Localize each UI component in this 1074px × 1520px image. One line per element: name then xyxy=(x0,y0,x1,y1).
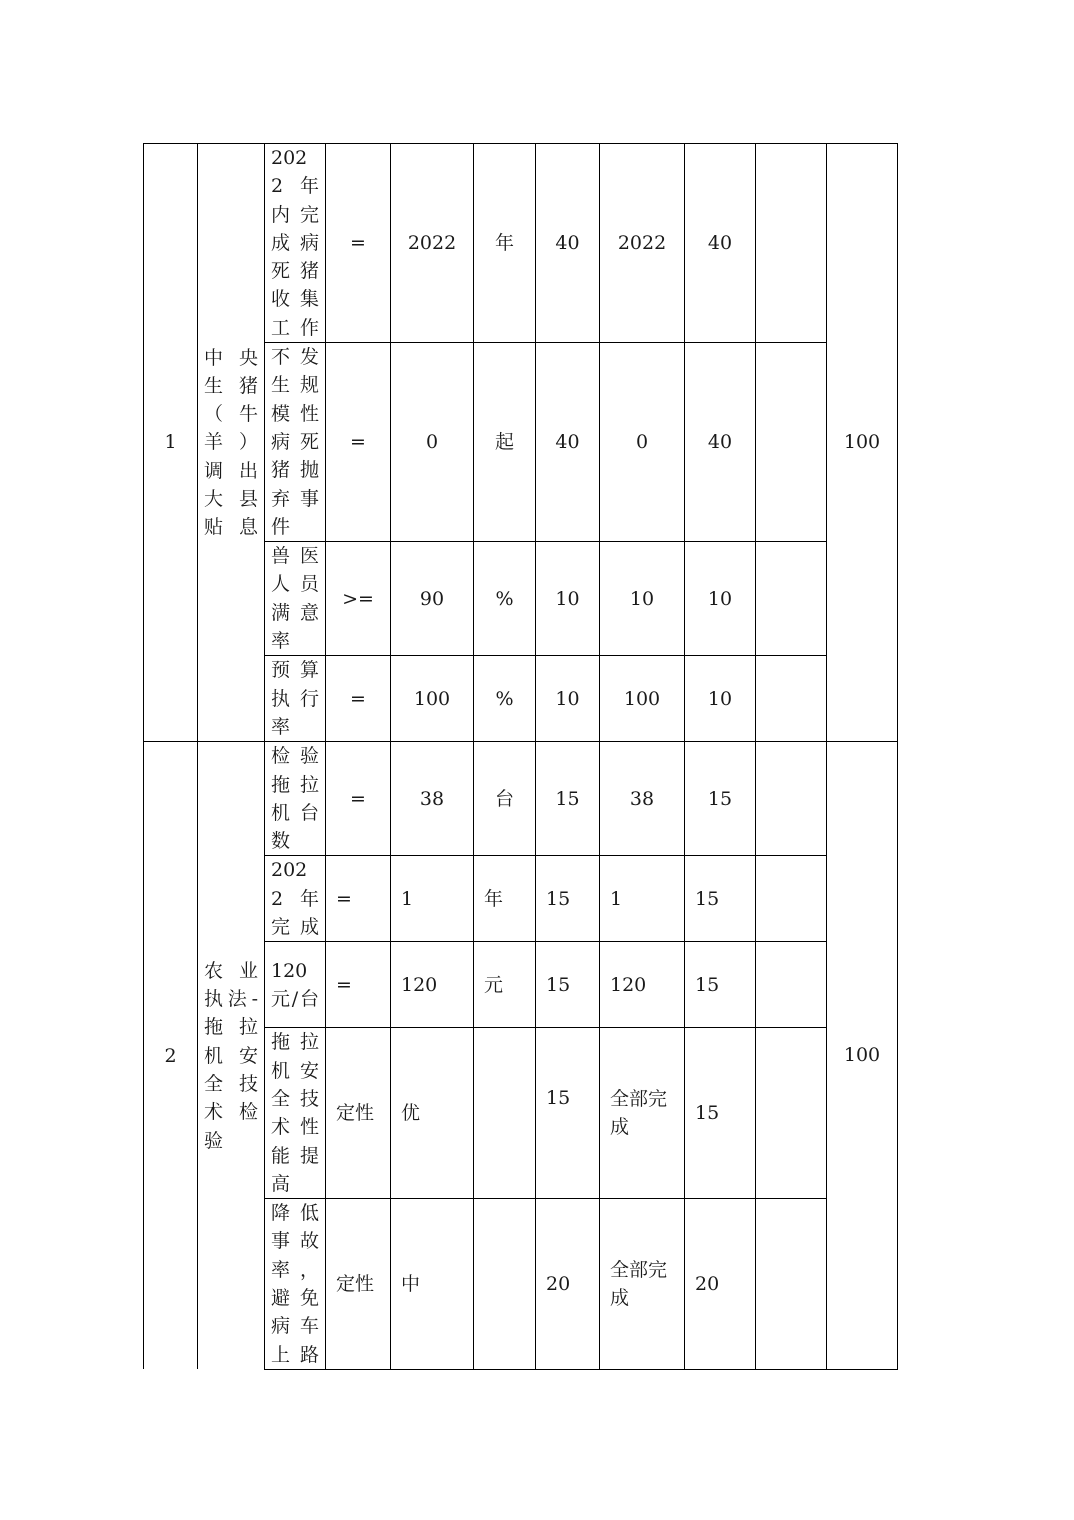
note xyxy=(756,856,827,942)
score: 15 xyxy=(685,742,756,856)
score: 40 xyxy=(685,343,756,542)
actual-value: 1 xyxy=(600,856,685,942)
unit: 年 xyxy=(474,144,536,343)
indicator-name: 不发生规模性病死猪抛弃事件 xyxy=(265,343,326,542)
project-name: 中央生猪（牛羊）调出大县贴息 xyxy=(198,144,265,742)
unit: % xyxy=(474,656,536,742)
indicator-name: 降低事故率，避免病车上路 xyxy=(265,1199,326,1370)
operator: >= xyxy=(326,542,391,656)
weight: 20 xyxy=(536,1199,600,1370)
performance-table xyxy=(143,143,898,1370)
weight: 10 xyxy=(536,656,600,742)
operator: 定性 xyxy=(326,1028,391,1199)
note xyxy=(756,742,827,856)
operator: = xyxy=(326,742,391,856)
actual-value: 2022 xyxy=(600,144,685,343)
indicator-name: 兽医人员满意率 xyxy=(265,542,326,656)
weight: 15 xyxy=(536,742,600,856)
weight: 15 xyxy=(536,856,600,942)
target-value: 100 xyxy=(391,656,474,742)
operator: = xyxy=(326,856,391,942)
score: 40 xyxy=(685,144,756,343)
unit: 台 xyxy=(474,742,536,856)
operator: = xyxy=(326,942,391,1028)
actual-value: 10 xyxy=(600,542,685,656)
note xyxy=(756,542,827,656)
total-score: 100 xyxy=(827,742,898,1370)
target-value: 38 xyxy=(391,742,474,856)
indicator-name: 检验拖拉机台数 xyxy=(265,742,326,856)
indicator-name: 120元/台 xyxy=(265,942,326,1028)
score: 10 xyxy=(685,656,756,742)
weight: 40 xyxy=(536,343,600,542)
operator: = xyxy=(326,343,391,542)
score: 15 xyxy=(685,942,756,1028)
table-row xyxy=(144,144,898,343)
note xyxy=(756,1028,827,1199)
actual-value: 全部完成 xyxy=(600,1028,685,1199)
unit xyxy=(474,1028,536,1199)
note xyxy=(756,144,827,343)
score: 10 xyxy=(685,542,756,656)
unit: 起 xyxy=(474,343,536,542)
target-value: 优 xyxy=(391,1028,474,1199)
note xyxy=(756,942,827,1028)
total-score: 100 xyxy=(827,144,898,742)
weight: 10 xyxy=(536,542,600,656)
actual-value: 0 xyxy=(600,343,685,542)
score: 20 xyxy=(685,1199,756,1370)
note xyxy=(756,656,827,742)
target-value: 中 xyxy=(391,1199,474,1370)
indicator-name: 拖拉机安全技术性能提高 xyxy=(265,1028,326,1199)
weight: 40 xyxy=(536,144,600,343)
target-value: 1 xyxy=(391,856,474,942)
indicator-name: 2022年完成 xyxy=(265,856,326,942)
indicator-name: 2022年内完成病死猪收集工作 xyxy=(265,144,326,343)
score: 15 xyxy=(685,856,756,942)
project-name: 农业执法-拖拉机安全技术检验 xyxy=(198,742,265,1370)
score: 15 xyxy=(685,1028,756,1199)
unit: 元 xyxy=(474,942,536,1028)
row-number: 2 xyxy=(144,742,198,1370)
actual-value: 38 xyxy=(600,742,685,856)
table-row xyxy=(144,742,898,856)
actual-value: 120 xyxy=(600,942,685,1028)
target-value: 90 xyxy=(391,542,474,656)
weight: 15 xyxy=(536,942,600,1028)
indicator-name: 预算执行率 xyxy=(265,656,326,742)
note xyxy=(756,343,827,542)
operator: = xyxy=(326,656,391,742)
weight: 15 xyxy=(536,1028,600,1199)
operator: = xyxy=(326,144,391,343)
note xyxy=(756,1199,827,1370)
actual-value: 全部完成 xyxy=(600,1199,685,1370)
target-value: 120 xyxy=(391,942,474,1028)
unit: % xyxy=(474,542,536,656)
unit: 年 xyxy=(474,856,536,942)
target-value: 2022 xyxy=(391,144,474,343)
operator: 定性 xyxy=(326,1199,391,1370)
actual-value: 100 xyxy=(600,656,685,742)
row-number: 1 xyxy=(144,144,198,742)
unit xyxy=(474,1199,536,1370)
target-value: 0 xyxy=(391,343,474,542)
